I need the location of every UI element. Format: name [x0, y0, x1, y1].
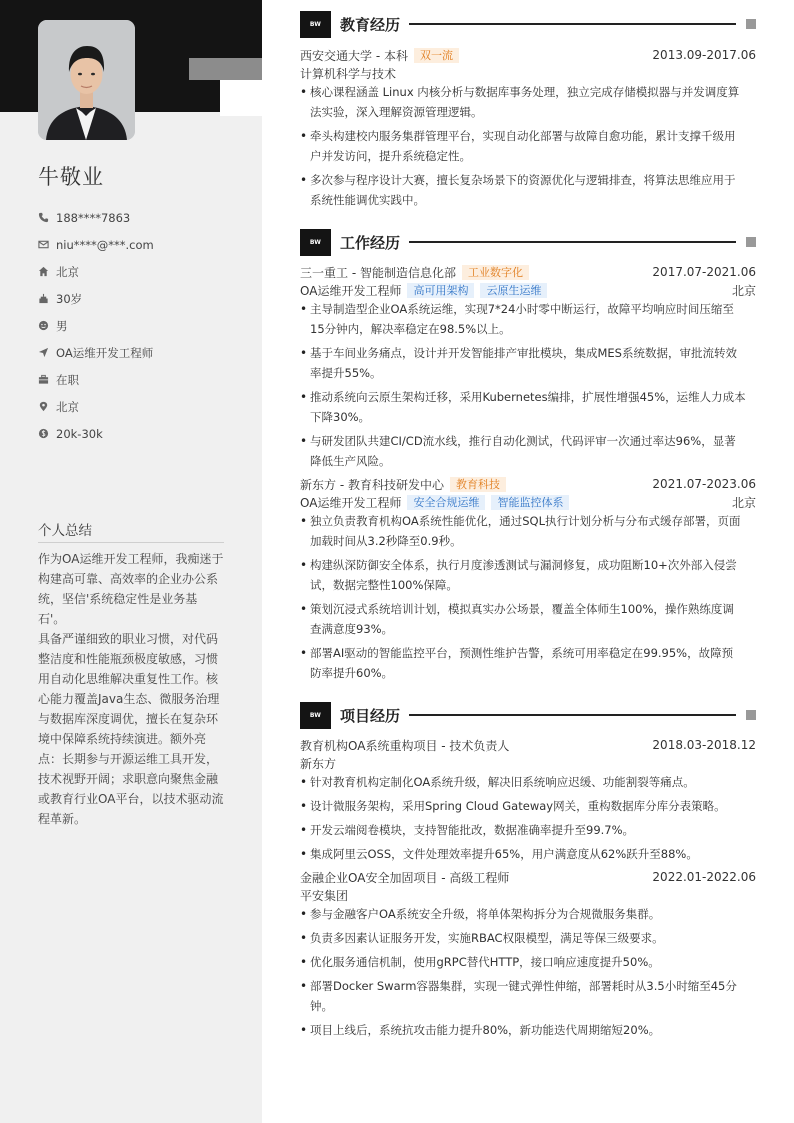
role-tag: 安全合规运维 — [407, 495, 485, 510]
section-title: 项目经历 — [340, 706, 401, 725]
summary-line: 境中保障系统持续演进。额外亮 — [38, 732, 207, 746]
info-text: 188****7863 — [56, 210, 131, 225]
list-item: • 项目上线后，系统抗攻击能力提升80%，新功能迭代周期缩短20%。 — [300, 1020, 756, 1040]
project-date: 2018.03-2018.12 — [652, 738, 756, 752]
list-item: • 部署Docker Swarm容器集群，实现一键式弹性伸缩，部署耗时从3.5小时缩至45分 钟。 — [300, 976, 756, 1016]
info-text: 20k-30k — [56, 426, 103, 441]
company-tag: 工业数字化 — [462, 265, 529, 280]
summary-line: 构建高可靠、高效率的企业办公系 — [38, 572, 219, 586]
summary-title: 个人总结 — [38, 519, 224, 543]
education-major-row — [300, 64, 756, 82]
section-divider — [409, 714, 736, 716]
project-name: 教育机构OA系统重构项目 - 技术负责人 — [300, 738, 510, 753]
list-item: • 开发云端阅卷模块，支持智能批改，数据准确率提升至99.7%。 — [300, 820, 756, 840]
summary-line: 统，坚信'系统稳定性是业务基石'。 — [38, 592, 198, 626]
list-item: • 设计微服务架构，采用Spring Cloud Gateway网关，重构数据库分库分表策略。 — [300, 796, 756, 816]
education-bullets — [300, 82, 756, 214]
section-divider — [409, 241, 736, 243]
school-name: 西安交通大学 - 本科 — [300, 48, 408, 63]
project-bullets — [300, 772, 756, 868]
project-org-row — [300, 754, 756, 772]
list-item: • 主导制造型企业OA系统运维，实现7*24小时零中断运行，故障平均响应时间压缩至 15分钟内，解决率稳定在98.5%以上。 — [300, 299, 756, 339]
summary-line: 与数据库深度调优，擅长在复杂环 — [38, 712, 219, 726]
info-city — [38, 258, 154, 285]
school-tag: 双一流 — [414, 48, 459, 63]
education-school-row — [300, 46, 756, 64]
list-item: • 与研发团队共建CI/CD流水线，推行自动化测试，代码评审一次通过率达96%，显著 降低生产风险。 — [300, 431, 756, 471]
info-text: 北京 — [56, 264, 79, 279]
summary-line: 具备严谨细致的职业习惯，对代码 — [38, 632, 219, 646]
list-item: • 牵头构建校内服务集群管理平台，实现自动化部署与故障自愈功能，累计支撑千级用 户并发访问，提升系统稳定性。 — [300, 126, 756, 166]
job-role: OA运维开发工程师 — [300, 283, 402, 298]
summary-line: 用自动化思维解决重复性工作。核 — [38, 672, 219, 686]
info-text: 北京 — [56, 399, 79, 414]
send-icon — [38, 347, 49, 358]
info-phone — [38, 204, 154, 231]
mail-icon — [38, 239, 49, 250]
section-end-marker — [746, 19, 756, 29]
summary-line: 整洁度和性能瓶颈极度敏感，习惯 — [38, 652, 219, 666]
job-date: 2017.07-2021.06 — [652, 265, 756, 279]
list-item: • 集成阿里云OSS，文件处理效率提升65%，用户满意度从62%跃升至88%。 — [300, 844, 756, 864]
candidate-name: 牛敬业 — [38, 165, 104, 189]
section-end-marker — [746, 237, 756, 247]
list-item: • 独立负责教育机构OA系统性能优化，通过SQL执行计划分析与分布式缓存部署，页面 加载时间从3.2秒降至0.9秒。 — [300, 511, 756, 551]
job-company-row — [300, 263, 756, 281]
profile-photo — [38, 20, 135, 140]
list-item: • 构建纵深防御安全体系，执行月度渗透测试与漏洞修复，成功阻断10+次外部入侵尝 试，数据完整性100%保障。 — [300, 555, 756, 595]
list-item: • 策划沉浸式系统培训计划，模拟真实办公场景，覆盖全体师生100%，操作熟练度调 查满意度93%。 — [300, 599, 756, 639]
list-item: • 多次参与程序设计大赛，擅长复杂场景下的资源优化与逻辑排查，将算法思维应用于 系统性能调优实践中。 — [300, 170, 756, 210]
summary-line: 心能力覆盖Java生态、微服务治理 — [38, 692, 220, 706]
education-date: 2013.09-2017.06 — [652, 48, 756, 62]
job-role-row — [300, 493, 756, 511]
job-role: OA运维开发工程师 — [300, 495, 402, 510]
briefcase-icon — [38, 374, 49, 385]
project-title-row — [300, 736, 756, 754]
section-divider — [409, 23, 736, 25]
project-bullets — [300, 904, 756, 1044]
header-decoration-white — [220, 80, 262, 116]
project-org: 平安集团 — [300, 888, 349, 903]
summary-line: 或教育行业OA平台，以技术驱动流 — [38, 792, 224, 806]
job-role-row — [300, 281, 756, 299]
info-status — [38, 366, 154, 393]
role-tag: 高可用架构 — [407, 283, 474, 298]
job-company-row — [300, 475, 756, 493]
company-name: 三一重工 - 智能制造信息化部 — [300, 265, 456, 280]
location-icon — [38, 401, 49, 412]
info-position — [38, 339, 154, 366]
job-city: 北京 — [731, 283, 756, 298]
list-item: • 参与金融客户OA系统安全升级，将单体架构拆分为合规微服务集群。 — [300, 904, 756, 924]
info-text: 男 — [56, 318, 68, 333]
header-decoration-gray — [189, 58, 262, 80]
project-date: 2022.01-2022.06 — [652, 870, 756, 884]
home-icon — [38, 266, 49, 277]
job-date: 2021.07-2023.06 — [652, 477, 756, 491]
project-org: 新东方 — [300, 756, 337, 771]
section-header-projects — [300, 701, 756, 729]
summary-line: 程革新。 — [38, 812, 87, 826]
job-bullets — [300, 511, 756, 687]
info-age — [38, 285, 154, 312]
project-title-row — [300, 868, 756, 886]
project-org-row — [300, 886, 756, 904]
section-icon: BW — [300, 702, 331, 729]
list-item: • 针对教育机构定制化OA系统升级，解决旧系统响应迟缓、功能割裂等痛点。 — [300, 772, 756, 792]
contact-info-list — [38, 204, 154, 447]
list-item: • 推动系统向云原生架构迁移，采用Kubernetes编排，扩展性增强45%，运维人力成本 下降30%。 — [300, 387, 756, 427]
summary-line: 技术视野开阔；求职意向聚焦金融 — [38, 772, 219, 786]
section-title: 工作经历 — [340, 233, 401, 252]
company-tag: 教育科技 — [450, 477, 506, 492]
list-item: • 负责多因素认证服务开发，实施RBAC权限模型，满足等保三级要求。 — [300, 928, 756, 948]
summary-line: 点：长期参与开源运维工具开发， — [38, 752, 219, 766]
major: 计算机科学与技术 — [300, 66, 397, 81]
info-text: 在职 — [56, 372, 79, 387]
list-item: • 核心课程涵盖 Linux 内核分析与数据库事务处理，独立完成存储模拟器与并发调度算 法实验，深入理解资源管理逻辑。 — [300, 82, 756, 122]
list-item: • 优化服务通信机制，使用gRPC替代HTTP，接口响应速度提升50%。 — [300, 952, 756, 972]
info-text: 30岁 — [56, 291, 83, 306]
section-header-education — [300, 10, 756, 38]
job-city: 北京 — [731, 495, 756, 510]
info-text: OA运维开发工程师 — [56, 345, 154, 360]
list-item: • 基于车间业务痛点，设计并开发智能排产审批模块，集成MES系统数据，审批流转效 率提升55%。 — [300, 343, 756, 383]
section-title: 教育经历 — [340, 15, 401, 34]
section-icon: BW — [300, 11, 331, 38]
phone-icon — [38, 212, 49, 223]
company-name: 新东方 - 教育科技研发中心 — [300, 477, 444, 492]
role-tag: 云原生运维 — [480, 283, 547, 298]
info-location — [38, 393, 154, 420]
info-gender — [38, 312, 154, 339]
list-item: • 部署AI驱动的智能监控平台，预测性维护告警，系统可用率稳定在99.95%，故障预 防率提升60%。 — [300, 643, 756, 683]
info-text: niu****@***.com — [56, 237, 154, 252]
summary-line: 作为OA运维开发工程师，我痴迷于 — [38, 552, 224, 566]
section-header-work — [300, 228, 756, 256]
summary-text — [38, 549, 224, 829]
section-end-marker — [746, 710, 756, 720]
role-tag: 智能监控体系 — [491, 495, 569, 510]
section-icon: BW — [300, 229, 331, 256]
salary-icon — [38, 428, 49, 439]
gender-icon — [38, 320, 49, 331]
project-name: 金融企业OA安全加固项目 - 高级工程师 — [300, 870, 510, 885]
info-salary — [38, 420, 154, 447]
job-bullets — [300, 299, 756, 475]
info-email — [38, 231, 154, 258]
cake-icon — [38, 293, 49, 304]
